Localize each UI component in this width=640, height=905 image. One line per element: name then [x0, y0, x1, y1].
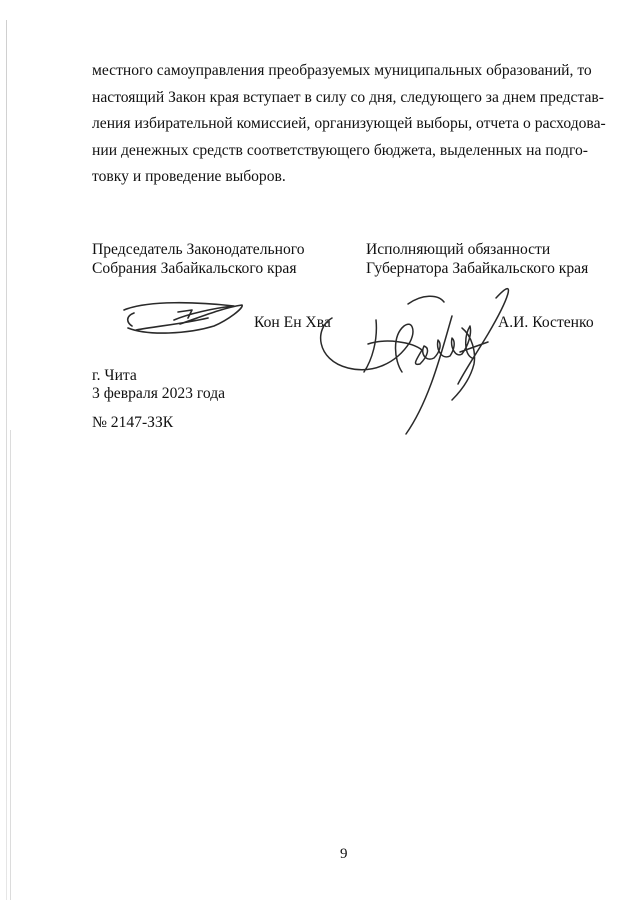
title-line: Губернатора Забайкальского края	[366, 260, 589, 277]
left-signatory-name: Кон Ен Хва	[254, 314, 331, 331]
law-number: № 2147-ЗЗК	[92, 414, 174, 431]
law-text-paragraph	[92, 58, 606, 191]
title-line: Исполняющий обязанности	[366, 241, 551, 258]
right-signature-image	[312, 280, 512, 440]
scan-edge-line	[10, 430, 11, 900]
right-signatory-title	[366, 240, 588, 278]
text-line: нии денежных средств соответствующего бюджета, выделенных на подго-	[92, 141, 588, 159]
text-line: местного самоуправления преобразуемых муниципальных образований, то	[92, 62, 592, 79]
scan-edge-line	[6, 20, 7, 900]
place: г. Чита	[92, 367, 137, 384]
right-signatory-name: А.И. Костенко	[498, 314, 594, 331]
date: 3 февраля 2023 года	[92, 385, 226, 402]
title-line: Председатель Законодательного	[92, 241, 305, 258]
text-line: ления избирательной комиссией, организующей выборы, отчета о расходова-	[92, 115, 606, 132]
text-line: настоящий Закон края вступает в силу со дня, следующего за днем представ-	[92, 88, 604, 106]
page-number: 9	[340, 846, 348, 862]
left-signature-image	[118, 296, 248, 342]
text-line: товку и проведение выборов.	[92, 168, 286, 185]
title-line: Собрания Забайкальского края	[92, 260, 297, 277]
place-and-date	[92, 367, 225, 403]
left-signatory-title	[92, 240, 305, 278]
